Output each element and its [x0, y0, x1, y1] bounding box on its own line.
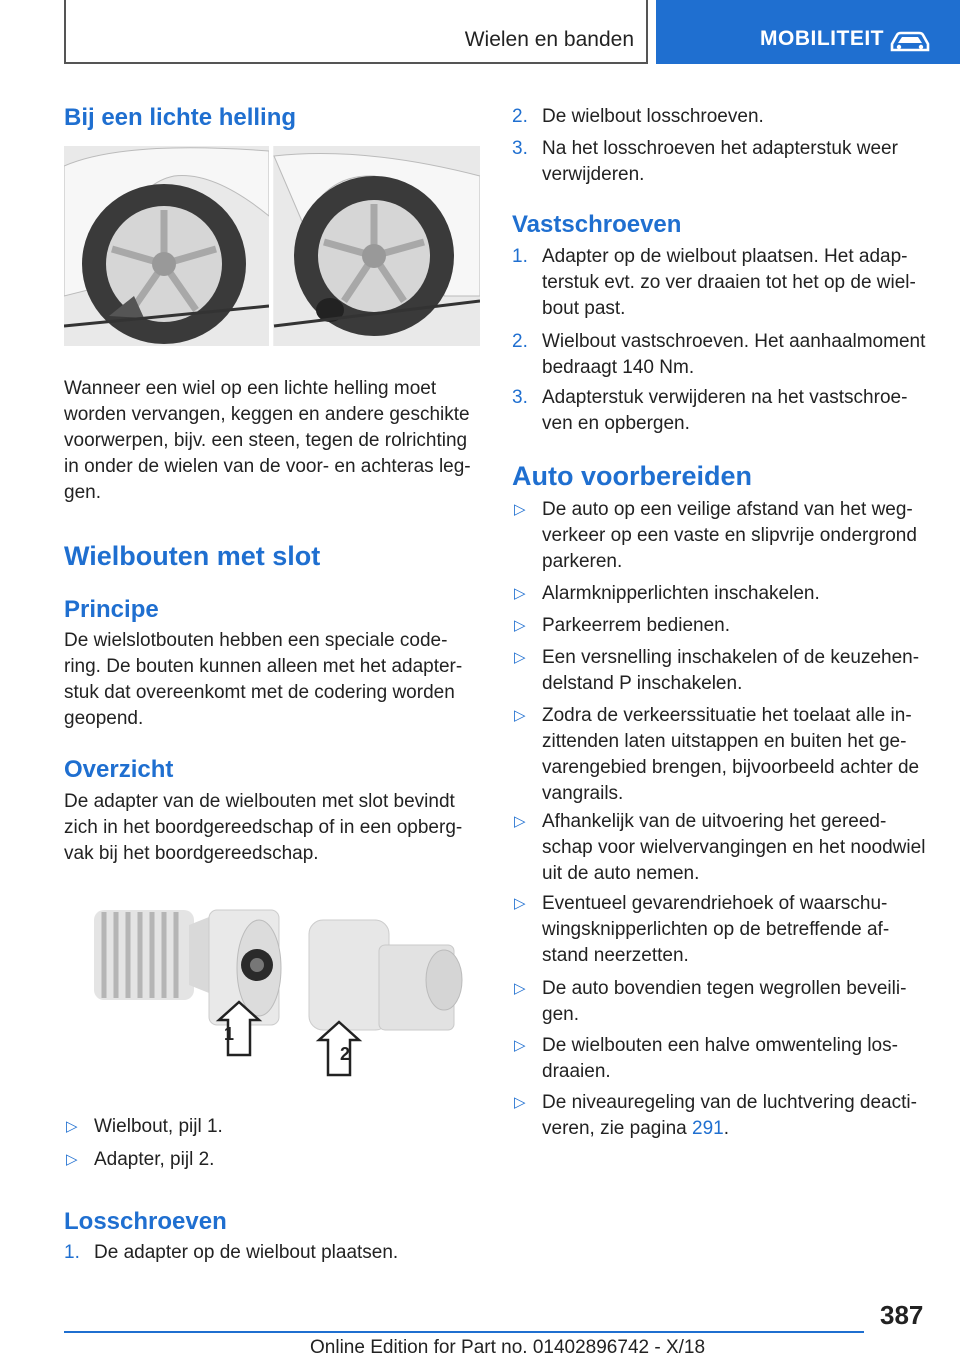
list-item-text: Eventueel gevarendriehoek of waarschu-	[542, 893, 888, 914]
triangle-bullet-icon: ▷	[66, 1151, 78, 1168]
step-item	[512, 136, 932, 188]
wheel-chocks-illustration	[64, 146, 480, 346]
step-item	[512, 244, 932, 322]
list-item-text-part: .	[723, 1118, 729, 1139]
triangle-bullet-icon: ▷	[514, 813, 526, 830]
list-item-text: Zodra de verkeerssituatie het toelaat alle in-	[542, 705, 912, 726]
triangle-bullet-icon: ▷	[66, 1118, 78, 1135]
list-item	[512, 703, 932, 807]
list-item	[512, 613, 932, 639]
list-item-text: stand neerzetten.	[542, 945, 689, 966]
list-item-text: vangrails.	[542, 783, 624, 804]
bolt-adapter-illustration	[64, 880, 484, 1085]
edition-footer: Online Edition for Part no. 01402896742 - X/18	[310, 1337, 706, 1358]
arrow-2-label: 2	[340, 1044, 351, 1064]
step-text: bedraagt 140 Nm.	[542, 357, 695, 378]
step-text: verwijderen.	[542, 164, 645, 185]
incline-paragraph	[64, 376, 484, 506]
text-line: voorwerpen, bijv. een steen, tegen de rolrichting	[64, 430, 468, 451]
list-item	[512, 809, 932, 887]
text-line: De adapter van de wielbouten met slot bevindt	[64, 791, 455, 812]
step-text: Na het losschroeven het adapterstuk weer	[542, 138, 898, 159]
chapter-title: MOBILITEIT	[760, 27, 884, 50]
triangle-bullet-icon: ▷	[514, 895, 526, 912]
list-item	[512, 1090, 932, 1142]
triangle-bullet-icon: ▷	[514, 501, 526, 518]
heading-tighten: Vastschroeven	[512, 211, 682, 238]
step-text: ven en opbergen.	[542, 413, 690, 434]
list-item	[512, 645, 932, 697]
step-text: De wielbout losschroeven.	[542, 106, 764, 127]
text-line: Wanneer een wiel op een lichte helling moet	[64, 378, 437, 399]
footer-divider	[64, 1331, 864, 1333]
triangle-bullet-icon: ▷	[514, 980, 526, 997]
list-item	[64, 1114, 484, 1140]
list-item-text: De auto bovendien tegen wegrollen beveili-	[542, 978, 907, 999]
step-text: bout past.	[542, 298, 626, 319]
list-item-text: varengebied brengen, bijvoorbeeld achter de	[542, 757, 920, 778]
list-item-text: De auto op een veilige afstand van het weg-	[542, 499, 913, 520]
triangle-bullet-icon: ▷	[514, 707, 526, 724]
list-item-text: wingsknipperlichten op de betreffende af-	[542, 919, 890, 940]
list-item	[512, 497, 932, 575]
step-number: 3.	[512, 387, 528, 408]
list-item	[64, 1147, 484, 1173]
step-text: Adapter op de wielbout plaatsen. Het adap-	[542, 246, 908, 267]
text-line: worden vervangen, keggen en andere geschikte	[64, 404, 470, 425]
list-item-text: Alarmknipperlichten inschakelen.	[542, 583, 820, 604]
list-item-text: Wielbout, pijl 1.	[94, 1116, 223, 1137]
heading-locking-bolts: Wielbouten met slot	[64, 541, 321, 571]
step-number: 1.	[512, 246, 528, 267]
text-line: stuk dat overeenkomt met de codering worden	[64, 682, 455, 703]
text-line: in onder de wielen van de voor- en achteras leg-	[64, 456, 471, 477]
step-item	[512, 329, 932, 381]
step-number: 2.	[512, 106, 528, 127]
list-item-text: uit de auto nemen.	[542, 863, 700, 884]
list-item-text	[542, 1116, 932, 1142]
step-text: Wielbout vastschroeven. Het aanhaalmoment	[542, 331, 926, 352]
list-item-text: De wielbouten een halve omwenteling los-	[542, 1035, 898, 1056]
arrow-1-label: 1	[224, 1024, 235, 1044]
list-item	[512, 1033, 932, 1085]
list-item-text-part: veren, zie pagina	[542, 1118, 692, 1139]
list-item-text: parkeren.	[542, 551, 623, 572]
heading-overview: Overzicht	[64, 756, 174, 783]
triangle-bullet-icon: ▷	[514, 649, 526, 666]
principle-paragraph	[64, 628, 484, 732]
heading-prepare-car: Auto voorbereiden	[512, 461, 753, 491]
step-item	[512, 385, 932, 437]
header-section-box	[64, 0, 648, 64]
heading-principle: Principe	[64, 596, 159, 623]
list-item-text: draaien.	[542, 1061, 611, 1082]
list-item-text: Afhankelijk van de uitvoering het gereed-	[542, 811, 887, 832]
list-item	[512, 891, 932, 969]
list-item-text: delstand P inschakelen.	[542, 673, 743, 694]
step-item	[512, 104, 932, 130]
text-line: geopend.	[64, 708, 144, 729]
list-item	[512, 581, 932, 607]
list-item-text: verkeer op een vaste en slipvrije ondergrond	[542, 525, 917, 546]
heading-slight-incline: Bij een lichte helling	[64, 104, 297, 131]
car-icon	[888, 30, 932, 54]
list-item-text: De niveauregeling van de luchtvering deacti-	[542, 1092, 917, 1113]
list-item-text: Adapter, pijl 2.	[94, 1149, 215, 1170]
heading-loosen: Losschroeven	[64, 1208, 227, 1235]
text-line: zich in het boordgereedschap of in een opberg-	[64, 817, 463, 838]
step-number: 3.	[512, 138, 528, 159]
list-item-text: zittenden laten uitstappen en buiten het ge-	[542, 731, 907, 752]
text-line: gen.	[64, 482, 101, 503]
list-item	[512, 976, 932, 1028]
page-number: 387	[880, 1300, 924, 1330]
triangle-bullet-icon: ▷	[514, 617, 526, 634]
text-line: De wielslotbouten hebben een speciale code-	[64, 630, 448, 651]
text-line: vak bij het boordgereedschap.	[64, 843, 319, 864]
triangle-bullet-icon: ▷	[514, 1094, 526, 1111]
chapter-tab[interactable]	[656, 0, 960, 64]
step-text: De adapter op de wielbout plaatsen.	[94, 1242, 399, 1263]
list-item-text: gen.	[542, 1004, 579, 1025]
list-item-text: Parkeerrem bedienen.	[542, 615, 730, 636]
overview-paragraph	[64, 789, 484, 867]
triangle-bullet-icon: ▷	[514, 1037, 526, 1054]
step-number: 2.	[512, 331, 528, 352]
step-item	[64, 1240, 484, 1266]
page-reference-link[interactable]: 291	[692, 1118, 724, 1139]
step-text: Adapterstuk verwijderen na het vastschroe-	[542, 387, 908, 408]
list-item-text: schap voor wielvervangingen en het noodwiel	[542, 837, 926, 858]
step-number: 1.	[64, 1242, 80, 1263]
section-title: Wielen en banden	[464, 28, 634, 51]
text-line: ring. De bouten kunnen alleen met het adapter-	[64, 656, 463, 677]
triangle-bullet-icon: ▷	[514, 585, 526, 602]
step-text: terstuk evt. zo ver draaien tot het op de wiel-	[542, 272, 916, 293]
list-item-text: Een versnelling inschakelen of de keuzehen-	[542, 647, 920, 668]
